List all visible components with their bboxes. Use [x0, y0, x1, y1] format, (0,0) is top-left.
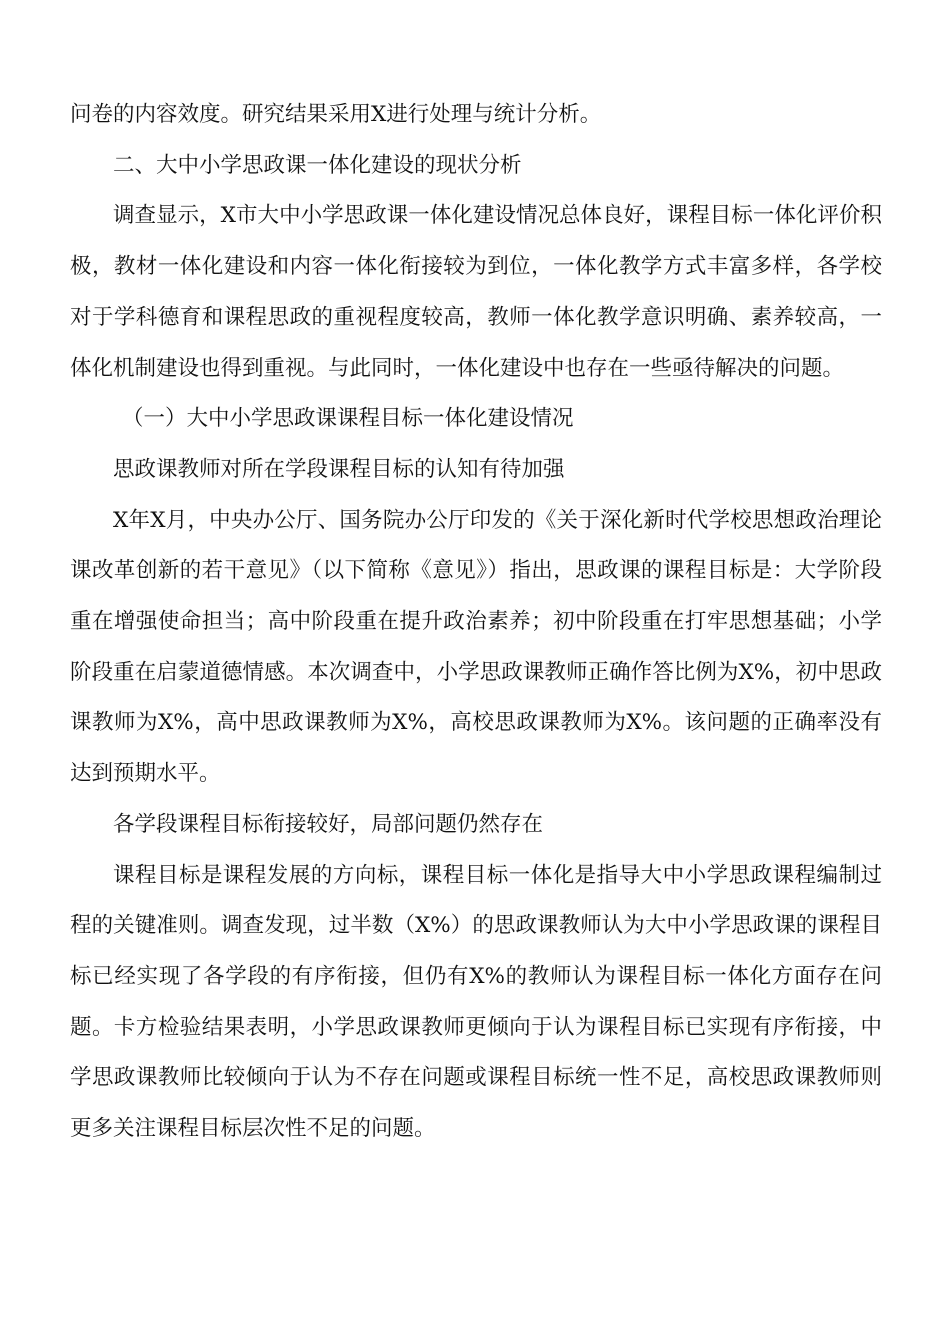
paragraph-continuation: 问卷的内容效度。研究结果采用X进行处理与统计分析。: [70, 102, 602, 127]
subsection-heading: （一）大中小学思政课课程目标一体化建设情况: [122, 406, 574, 432]
document-page: [70, 90, 882, 1155]
paragraph-opinion-goals: X年X月，中央办公厅、国务院办公厅印发的《关于深化新时代学校思想政治理论课改革创新的若干意见》（以下简称《意见》）指出，思政课的课程目标是：大学阶段重在增强使命担当；高中阶段重在提升政治素养；初中阶段重在打牢思想基础；小学阶段重在启蒙道德情感。本次调查中，小学思政课教师正确作答比例为X%，初中思政课教师为X%，高中思政课教师为X%，高校思政课教师为X%。该问题的正确率没有达到预期水平。: [70, 507, 882, 787]
paragraph-goal-connection: 课程目标是课程发展的方向标，课程目标一体化是指导大中小学思政课程编制过程的关键准则。调查发现，过半数（X%）的思政课教师认为大中小学思政课的课程目标已经实现了各学段的有序衔接，但仍有X%的教师认为课程目标一体化方面存在问题。卡方检验结果表明，小学思政课教师更倾向于认为课程目标已实现有序衔接，中学思政课教师比较倾向于认为不存在问题或课程目标统一性不足，高校思政课教师则更多关注课程目标层次性不足的问题。: [70, 862, 882, 1142]
section-heading: 二、大中小学思政课一体化建设的现状分析: [113, 152, 522, 178]
topic-heading-cognition: 思政课教师对所在学段课程目标的认知有待加强: [113, 456, 565, 482]
paragraph-survey-overview: 调查显示，X市大中小学思政课一体化建设情况总体良好，课程目标一体化评价积极，教材一体化建设和内容一体化衔接较为到位，一体化教学方式丰富多样，各学校对于学科德育和课程思政的重视程度较高，教师一体化教学意识明确、素养较高，一体化机制建设也得到重视。与此同时，一体化建设中也存在一些亟待解决的问题。: [70, 203, 882, 381]
topic-heading-connection: 各学段课程目标衔接较好，局部问题仍然存在: [113, 811, 544, 837]
